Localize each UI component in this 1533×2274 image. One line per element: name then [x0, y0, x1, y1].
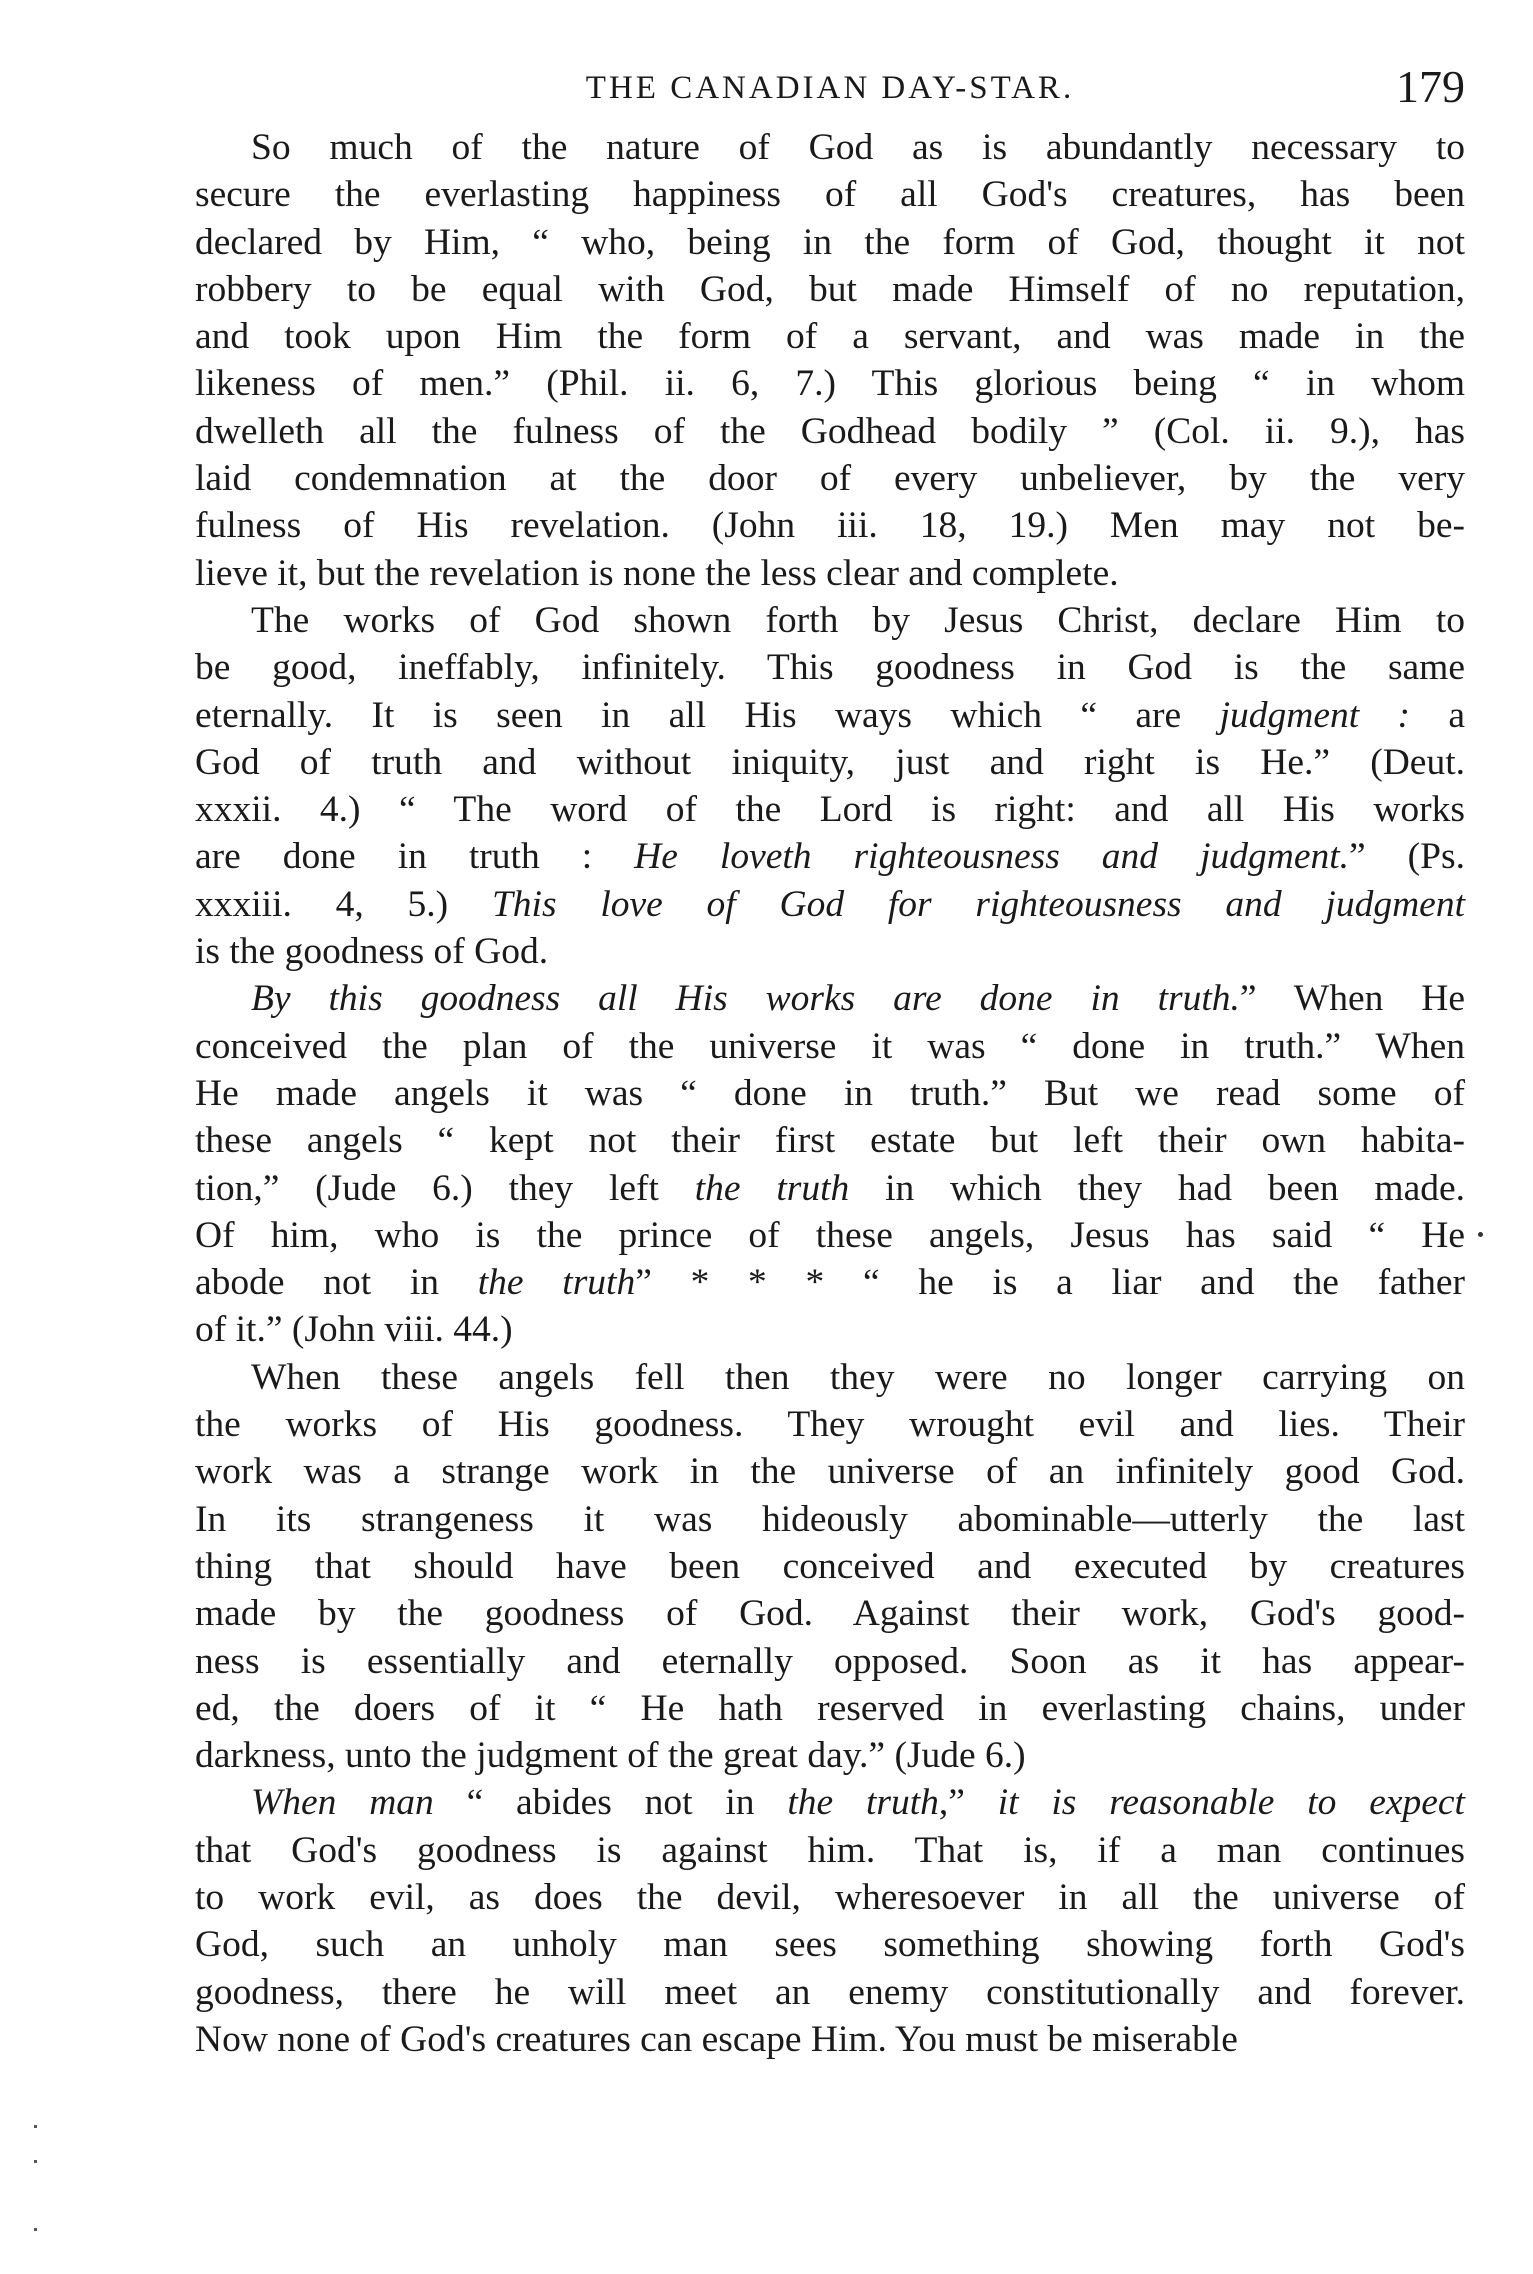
margin-dot: [34, 2125, 37, 2128]
text-line: goodness, there he will meet an enemy constitutionally and forever.: [195, 1971, 1465, 2013]
paragraph: [195, 1354, 1465, 1780]
text-line: fulness of His revelation. (John iii. 18, 19.) Men may not be-: [195, 505, 1465, 547]
body-text: [195, 124, 1465, 2063]
text-line: God, such an unholy man sees something showing forth God's: [195, 1924, 1465, 1966]
text-line: thing that should have been conceived and executed by creatures: [195, 1545, 1465, 1587]
text-line: dwelleth all the fulness of the Godhead bodily ” (Col. ii. 9.), has: [195, 410, 1465, 452]
text-line: ed, the doers of it “ He hath reserved in everlasting chains, under: [195, 1687, 1465, 1729]
paragraph: [195, 1779, 1465, 2063]
page-header: [195, 60, 1465, 124]
text-line: darkness, unto the judgment of the great day.” (Jude 6.): [195, 1735, 1026, 1777]
text-line: robbery to be equal with God, but made Himself of no reputation,: [195, 268, 1465, 310]
text-line: Of him, who is the prince of these angels, Jesus has said “ He: [195, 1214, 1465, 1256]
text-line: So much of the nature of God as is abundantly necessary to: [251, 127, 1465, 168]
text-line: laid condemnation at the door of every unbeliever, by the very: [195, 458, 1465, 500]
text-line: Now none of God's creatures can escape Him. You must be miserable: [195, 2018, 1238, 2060]
text-line: to work evil, as does the devil, wheresoever in all the universe of: [195, 1876, 1465, 1918]
paragraph: [195, 975, 1465, 1353]
text-line: likeness of men.” (Phil. ii. 6, 7.) This glorious being “ in whom: [195, 363, 1465, 405]
text-line: that God's goodness is against him. That is, if a man continues: [195, 1829, 1465, 1871]
text-line: He made angels it was “ done in truth.” But we read some of: [195, 1072, 1465, 1114]
text-line: abode not in the truth” * * * “ he is a liar and the father: [195, 1262, 1465, 1304]
margin-dot: [34, 2160, 37, 2163]
text-line: By this goodness all His works are done in truth.” When He: [251, 978, 1465, 1020]
text-line: The works of God shown forth by Jesus Christ, declare Him to: [251, 599, 1465, 641]
text-line: When man “ abides not in the truth,” it is reasonable to expect: [251, 1782, 1465, 1824]
text-line: ness is essentially and eternally opposed. Soon as it has appear-: [195, 1640, 1465, 1682]
text-line: are done in truth : He loveth righteousness and judgment.” (Ps.: [195, 836, 1465, 878]
text-line: lieve it, but the revelation is none the less clear and complete.: [195, 552, 1119, 594]
text-line: xxxii. 4.) “ The word of the Lord is right: and all His works: [195, 789, 1465, 831]
book-page: [195, 60, 1465, 2063]
text-line: When these angels fell then they were no longer carrying on: [251, 1356, 1465, 1398]
paragraph: [195, 597, 1465, 975]
text-line: of it.” (John viii. 44.): [195, 1309, 513, 1351]
text-line: and took upon Him the form of a servant, and was made in the: [195, 316, 1465, 358]
text-line: declared by Him, “ who, being in the form of God, thought it not: [195, 221, 1465, 263]
text-line: tion,” (Jude 6.) they left the truth in which they had been made.: [195, 1167, 1465, 1209]
text-line: be good, ineffably, infinitely. This goodness in God is the same: [195, 647, 1465, 689]
running-head: THE CANADIAN DAY-STAR.: [585, 70, 1075, 106]
text-line: these angels “ kept not their first estate but left their own habita-: [195, 1120, 1465, 1162]
text-line: conceived the plan of the universe it was “ done in truth.” When: [195, 1025, 1465, 1067]
text-line: secure the everlasting happiness of all God's creatures, has been: [195, 174, 1465, 216]
text-line: is the goodness of God.: [195, 931, 549, 973]
margin-dot: [34, 2228, 37, 2231]
text-line: xxxiii. 4, 5.) This love of God for righteousness and judgment: [195, 883, 1465, 925]
text-line: eternally. It is seen in all His ways which “ are judgment : a: [195, 694, 1465, 736]
text-line: the works of His goodness. They wrought evil and lies. Their: [195, 1404, 1465, 1446]
text-line: made by the goodness of God. Against their work, God's good-: [195, 1593, 1465, 1635]
text-line: God of truth and without iniquity, just and right is He.” (Deut.: [195, 741, 1465, 783]
paragraph: [195, 124, 1465, 597]
margin-speck: [1478, 1232, 1483, 1237]
text-line: work was a strange work in the universe of an infinitely good God.: [195, 1451, 1465, 1493]
text-line: In its strangeness it was hideously abominable—utterly the last: [195, 1498, 1465, 1540]
page-number: 179: [1396, 61, 1465, 112]
